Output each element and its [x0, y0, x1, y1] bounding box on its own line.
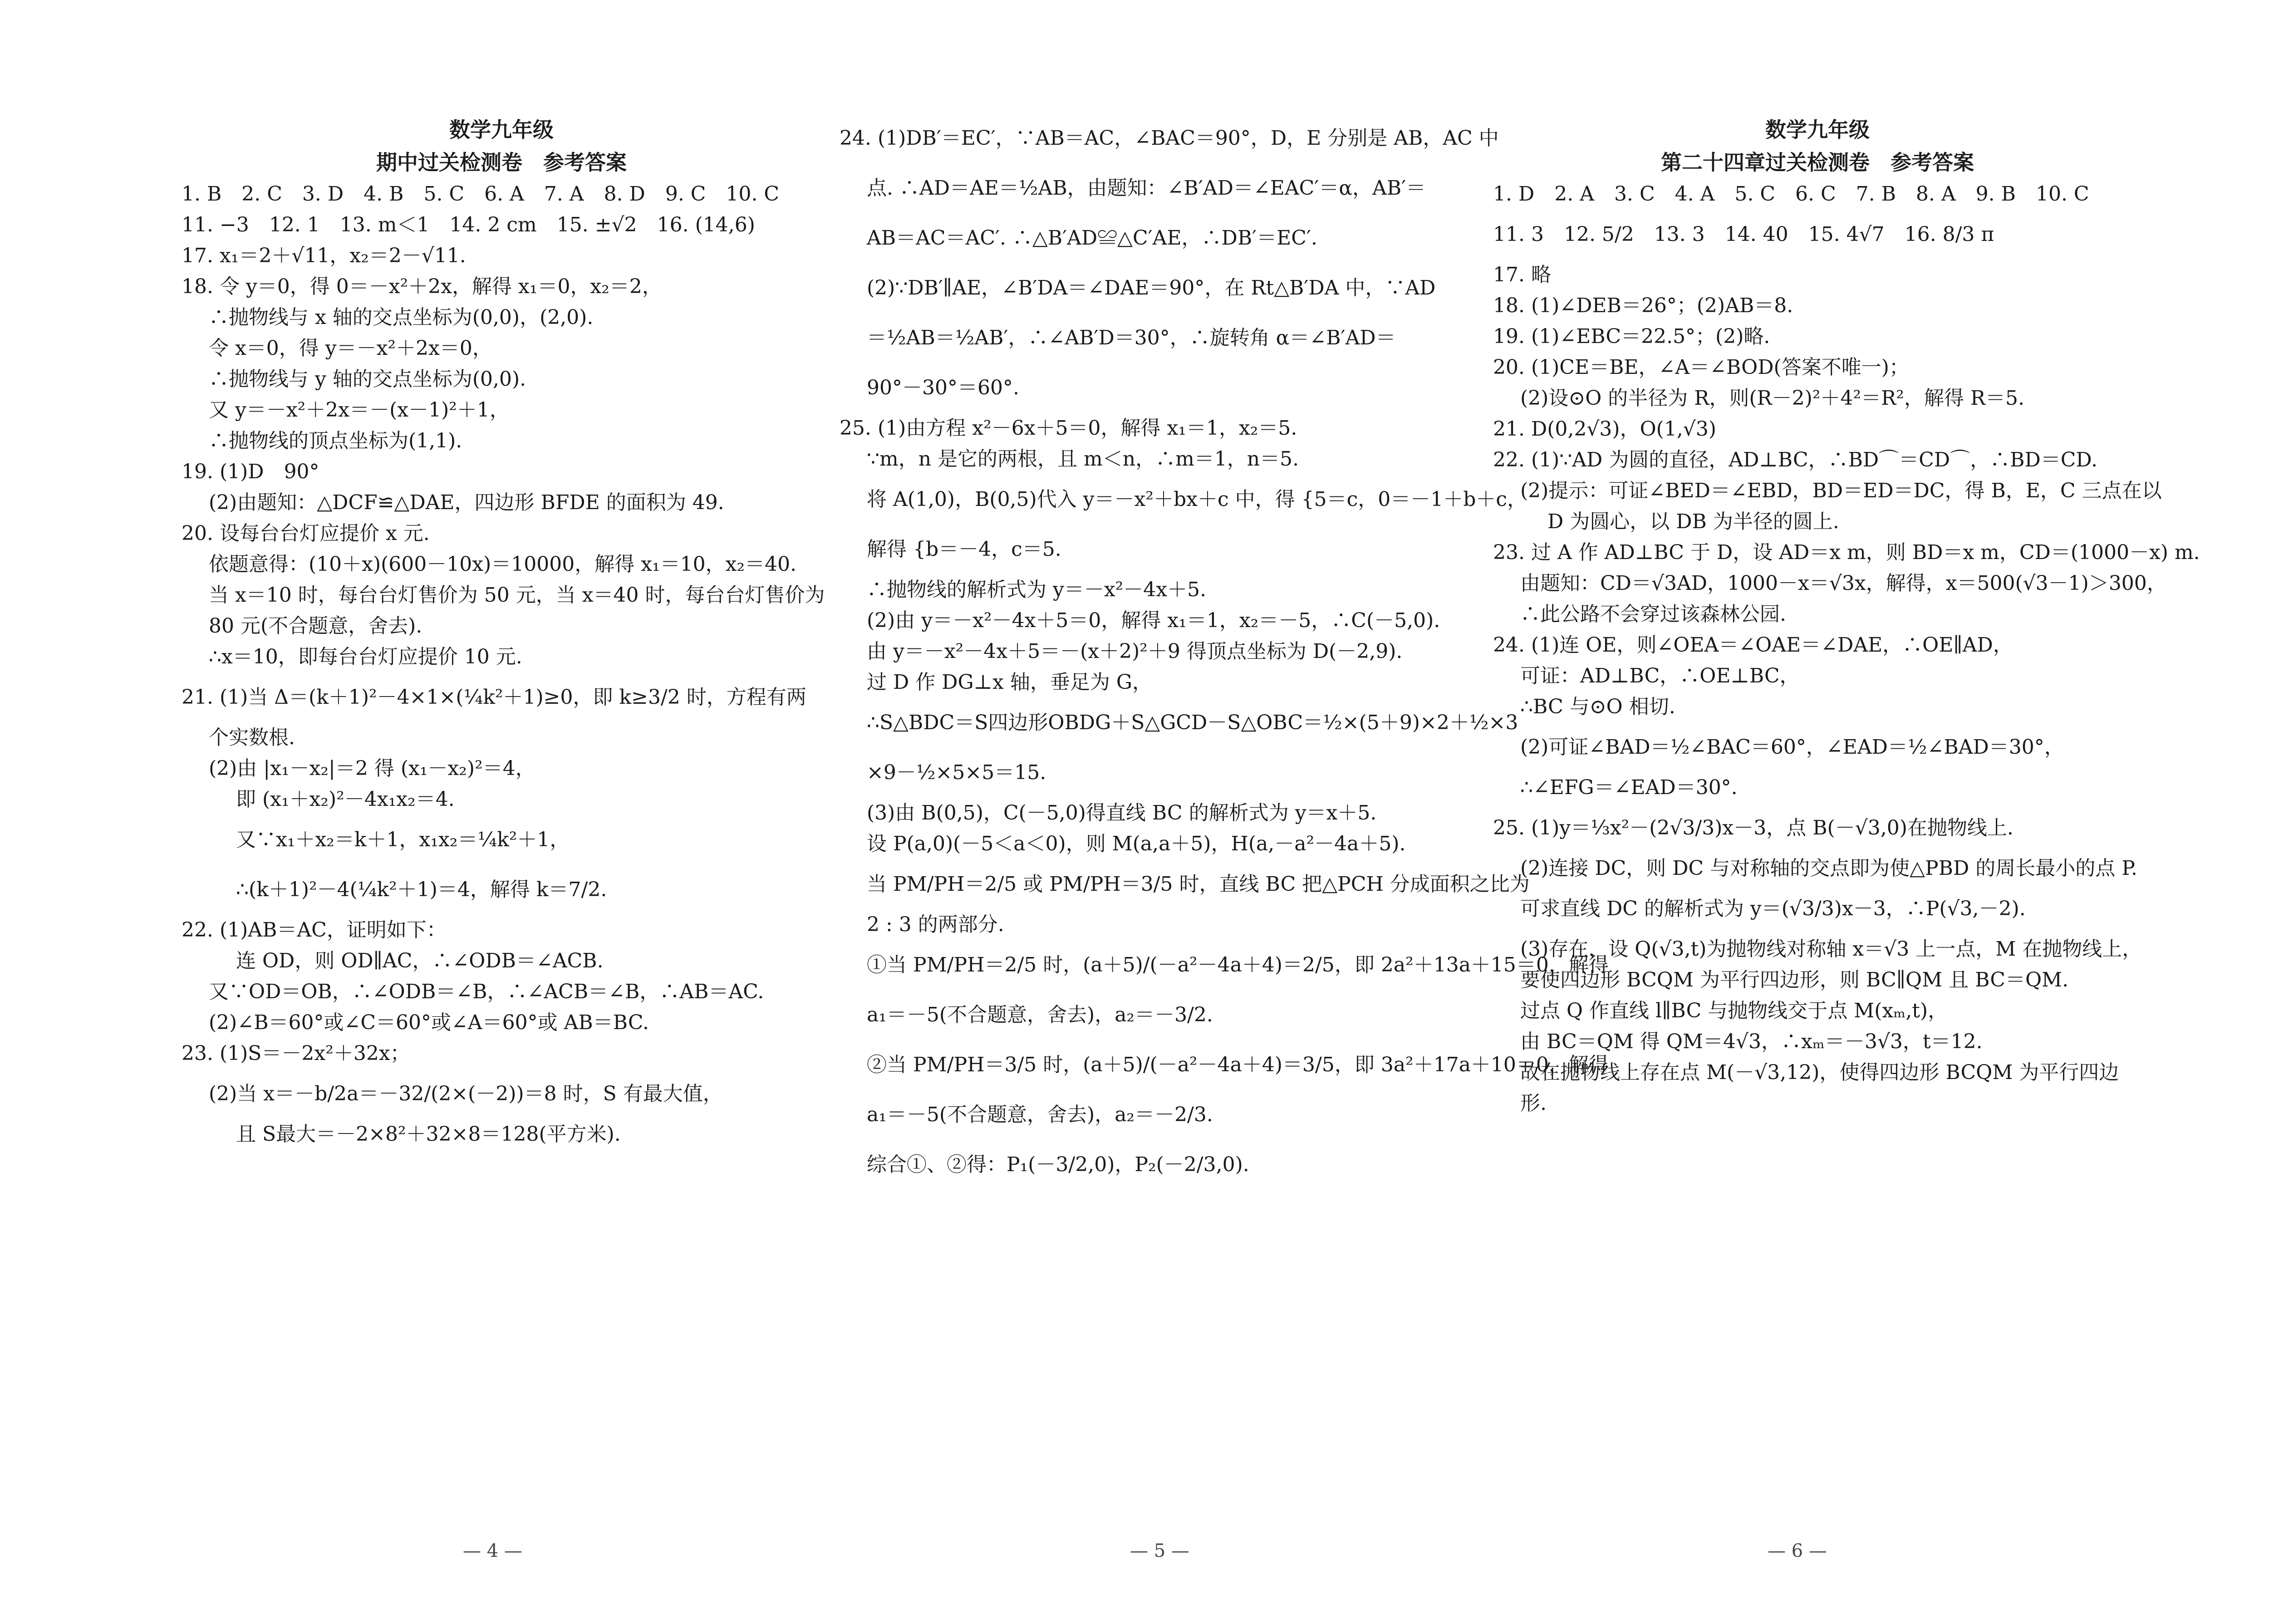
- answer-line: 令 x＝0，得 y＝－x²＋2x＝0，: [209, 337, 492, 360]
- answer-page-6: [1493, 113, 2200, 1119]
- answer-line: (2)可证∠BAD＝½∠BAC＝60°，∠EAD＝½∠BAD＝30°，: [1520, 736, 2064, 759]
- answer-line: (2)由题知：△DCF≌△DAE，四边形 BFDE 的面积为 49.: [209, 491, 724, 514]
- answer-line: (2)设⊙O 的半径为 R，则(R－2)²＋4²＝R²，解得 R＝5.: [1520, 387, 2024, 410]
- answer-line: 由题知：CD＝√3AD，1000－x＝√3x，解得，x＝500(√3－1)＞300，: [1520, 572, 2167, 595]
- answer-line: 且 S最大＝－2×8²＋32×8＝128(平方米).: [236, 1123, 621, 1146]
- answer-line: D 为圆心，以 DB 为半径的圆上.: [1547, 510, 1839, 533]
- answer-line: 即 (x₁＋x₂)²－4x₁x₂＝4.: [236, 788, 455, 811]
- answer-line: 17. 略: [1493, 263, 1551, 286]
- answer-line: 25. (1)y＝⅓x²－(2√3/3)x－3，点 B(－√3,0)在抛物线上.: [1493, 816, 2014, 839]
- answer-line: ∴抛物线与 x 轴的交点坐标为(0,0)，(2,0).: [209, 306, 594, 329]
- answer-line: (2)当 x＝－b/2a＝－32/(2×(－2))＝8 时，S 有最大值，: [209, 1082, 723, 1105]
- answer-line: 依题意得：(10＋x)(600－10x)＝10000，解得 x₁＝10，x₂＝40.: [209, 553, 797, 576]
- answer-line: 24. (1)DB′＝EC′，∵AB＝AC，∠BAC＝90°，D，E 分别是 AB，AC 中: [840, 127, 1499, 150]
- answer-line: (2)由 |x₁－x₂|＝2 得 (x₁－x₂)²＝4，: [209, 757, 535, 780]
- answer-line: 可求直线 DC 的解析式为 y＝(√3/3)x－3，∴P(√3,－2).: [1520, 897, 2026, 920]
- answer-line: ∴BC 与⊙O 相切.: [1520, 695, 1675, 718]
- answer-line: 11. 3 12. 5/2 13. 3 14. 40 15. 4√7 16. 8/3 π: [1493, 223, 1994, 246]
- answer-line: 要使四边形 BCQM 为平行四边形，则 BC∥QM 且 BC＝QM.: [1520, 968, 2069, 991]
- answer-line: 设 P(a,0)(－5＜a＜0)，则 M(a,a＋5)，H(a,－a²－4a＋5).: [867, 832, 1406, 855]
- answer-line: 由 y＝－x²－4x＋5＝－(x＋2)²＋9 得顶点坐标为 D(－2,9).: [867, 640, 1403, 663]
- answer-line: a₁＝－5(不合题意，舍去)，a₂＝－3/2.: [867, 1003, 1213, 1026]
- answer-line: 80 元(不合题意，舍去).: [209, 614, 422, 638]
- answer-line: 20. (1)CE＝BE，∠A＝∠BOD(答案不唯一)；: [1493, 356, 1909, 379]
- answer-line: 又∵OD＝OB，∴∠ODB＝∠B，∴∠ACB＝∠B，∴AB＝AC.: [209, 980, 764, 1003]
- answer-line: ∴抛物线的顶点坐标为(1,1).: [209, 429, 462, 452]
- answer-line: 21. D(0,2√3)，O(1,√3): [1493, 417, 1716, 441]
- answer-line: a₁＝－5(不合题意，舍去)，a₂＝－2/3.: [867, 1103, 1213, 1126]
- answer-line: 18. 令 y＝0，得 0＝－x²＋2x，解得 x₁＝0，x₂＝2，: [182, 275, 662, 298]
- answer-line: (2)∠B＝60°或∠C＝60°或∠A＝60°或 AB＝BC.: [209, 1011, 649, 1034]
- answer-line: ∴此公路不会穿过该森林公园.: [1520, 603, 1786, 626]
- answer-line: 21. (1)当 Δ＝(k＋1)²－4×1×(¼k²＋1)≥0，即 k≥3/2 时，方程有两: [182, 686, 806, 709]
- answer-line: (3)由 B(0,5)，C(－5,0)得直线 BC 的解析式为 y＝x＋5.: [867, 801, 1377, 824]
- answer-line: ∵m，n 是它的两根，且 m＜n，∴m＝1，n＝5.: [867, 447, 1299, 471]
- answer-line: 过 D 作 DG⊥x 轴，垂足为 G，: [867, 671, 1152, 694]
- answer-line: 23. (1)S＝－2x²＋32x；: [182, 1042, 410, 1065]
- answer-line: 又∵x₁＋x₂＝k＋1，x₁x₂＝¼k²＋1，: [236, 828, 570, 851]
- answer-line: 22. (1)∵AD 为圆的直径，AD⊥BC，∴BD⌒＝CD⌒，∴BD＝CD.: [1493, 448, 2098, 471]
- answer-line: ＝½AB＝½AB′，∴∠AB′D＝30°，∴旋转角 α＝∠B′AD＝: [867, 326, 1396, 349]
- answer-line: ∴(k＋1)²－4(¼k²＋1)＝4，解得 k＝7/2.: [236, 878, 607, 901]
- answer-line: (2)∵DB′∥AE，∠B′DA＝∠DAE＝90°，在 Rt△B′DA 中，∵AD: [867, 276, 1436, 299]
- answer-line: ∴∠EFG＝∠EAD＝30°.: [1520, 776, 1738, 799]
- answer-line: 故在抛物线上存在点 M(－√3,12)，使得四边形 BCQM 为平行四边: [1520, 1061, 2119, 1084]
- answer-line: 24. (1)连 OE，则∠OEA＝∠OAE＝∠DAE，∴OE∥AD，: [1493, 633, 2013, 657]
- answer-line: (2)提示：可证∠BED＝∠EBD，BD＝ED＝DC，得 B，E，C 三点在以: [1520, 479, 2162, 502]
- answer-line: 解得 {b＝－4，c＝5.: [867, 538, 1061, 561]
- answer-line: ∴抛物线的解析式为 y＝－x²－4x＋5.: [867, 578, 1207, 601]
- answer-line: 1. B 2. C 3. D 4. B 5. C 6. A 7. A 8. D 9. C 10. C: [182, 182, 780, 206]
- answer-line: (2)由 y＝－x²－4x＋5＝0，解得 x₁＝1，x₂＝－5，∴C(－5,0).: [867, 609, 1440, 632]
- answer-line: ×9－½×5×5＝15.: [867, 761, 1046, 784]
- answer-line: (2)连接 DC，则 DC 与对称轴的交点即为使△PBD 的周长最小的点 P.: [1520, 857, 2137, 880]
- answer-line: ②当 PM/PH＝3/5 时，(a＋5)/(－a²－4a＋4)＝3/5，即 3a²＋17a＋10＝0，解得: [867, 1053, 1609, 1076]
- page-number: — 4 —: [463, 1541, 522, 1561]
- answer-line: 形.: [1520, 1092, 1547, 1115]
- answer-line: 25. (1)由方程 x²－6x＋5＝0，解得 x₁＝1，x₂＝5.: [840, 417, 1297, 440]
- page-subject-title: 数学九年级: [449, 118, 554, 142]
- answer-page-4: [182, 113, 825, 1150]
- answer-line: ∴抛物线与 y 轴的交点坐标为(0,0).: [209, 368, 526, 391]
- answer-line: 过点 Q 作直线 l∥BC 与抛物线交于点 M(xₘ,t)，: [1520, 999, 1948, 1022]
- answer-line: ∴S△BDC＝S四边形OBDG＋S△GCD－S△OBC＝½×(5＋9)×2＋½×3: [867, 711, 1518, 734]
- page-number: — 5 —: [1130, 1541, 1189, 1561]
- answer-line: (3)存在，设 Q(√3,t)为抛物线对称轴 x＝√3 上一点，M 在抛物线上，: [1520, 937, 2142, 961]
- answer-line: 90°－30°＝60°.: [867, 376, 1019, 399]
- answer-line: 可证：AD⊥BC，∴OE⊥BC，: [1520, 664, 1800, 687]
- answer-line: 将 A(1,0)，B(0,5)代入 y＝－x²＋bx＋c 中，得 {5＝c，0＝－1＋b＋c，: [867, 488, 1527, 511]
- answer-line: 个实数根.: [209, 726, 295, 749]
- answer-line: 2 : 3 的两部分.: [867, 913, 1004, 936]
- answer-line: ①当 PM/PH＝2/5 时，(a＋5)/(－a²－4a＋4)＝2/5，即 2a²＋13a＋15＝0，解得: [867, 953, 1609, 976]
- answer-line: 22. (1)AB＝AC，证明如下：: [182, 918, 447, 942]
- answer-line: 11. −3 12. 1 13. m＜1 14. 2 cm 15. ±√2 16. (14,6): [182, 213, 755, 236]
- answer-line: 18. (1)∠DEB＝26°；(2)AB＝8.: [1493, 294, 1793, 317]
- page-exam-title: 期中过关检测卷 参考答案: [376, 150, 627, 175]
- page-number: — 6 —: [1768, 1541, 1827, 1561]
- answer-line: 由 BC＝QM 得 QM＝4√3，∴xₘ＝－3√3，t＝12.: [1520, 1030, 1983, 1053]
- answer-line: 23. 过 A 作 AD⊥BC 于 D，设 AD＝x m，则 BD＝x m，CD＝(1000－x) m.: [1493, 541, 2200, 564]
- answer-line: 当 x＝10 时，每台台灯售价为 50 元，当 x＝40 时，每台台灯售价为: [209, 584, 825, 607]
- answer-line: 19. (1)∠EBC＝22.5°；(2)略.: [1493, 325, 1770, 348]
- answer-line: 综合①、②得：P₁(－3/2,0)，P₂(－2/3,0).: [867, 1153, 1249, 1176]
- answer-line: 又 y＝－x²＋2x＝－(x－1)²＋1，: [209, 398, 510, 422]
- page-subject-title: 数学九年级: [1765, 118, 1870, 142]
- answer-line: AB＝AC＝AC′. ∴△B′AD≌△C′AE，∴DB′＝EC′.: [867, 226, 1317, 250]
- answer-line: 连 OD，则 OD∥AC，∴∠ODB＝∠ACB.: [236, 949, 604, 972]
- answer-line: 19. (1)D 90°: [182, 460, 319, 483]
- answer-line: ∴x＝10，即每台台灯应提价 10 元.: [209, 645, 522, 668]
- answer-line: 1. D 2. A 3. C 4. A 5. C 6. C 7. B 8. A 9. B 10. C: [1493, 182, 2089, 206]
- page-exam-title: 第二十四章过关检测卷 参考答案: [1661, 150, 1974, 175]
- answer-line: 17. x₁＝2＋√11，x₂＝2－√11.: [182, 244, 466, 267]
- answer-line: 20. 设每台台灯应提价 x 元.: [182, 522, 430, 545]
- answer-line: 当 PM/PH＝2/5 或 PM/PH＝3/5 时，直线 BC 把△PCH 分成面积之比为: [867, 873, 1530, 896]
- answer-line: 点. ∴AD＝AE＝½AB，由题知：∠B′AD＝∠EAC′＝α，AB′＝: [867, 177, 1426, 200]
